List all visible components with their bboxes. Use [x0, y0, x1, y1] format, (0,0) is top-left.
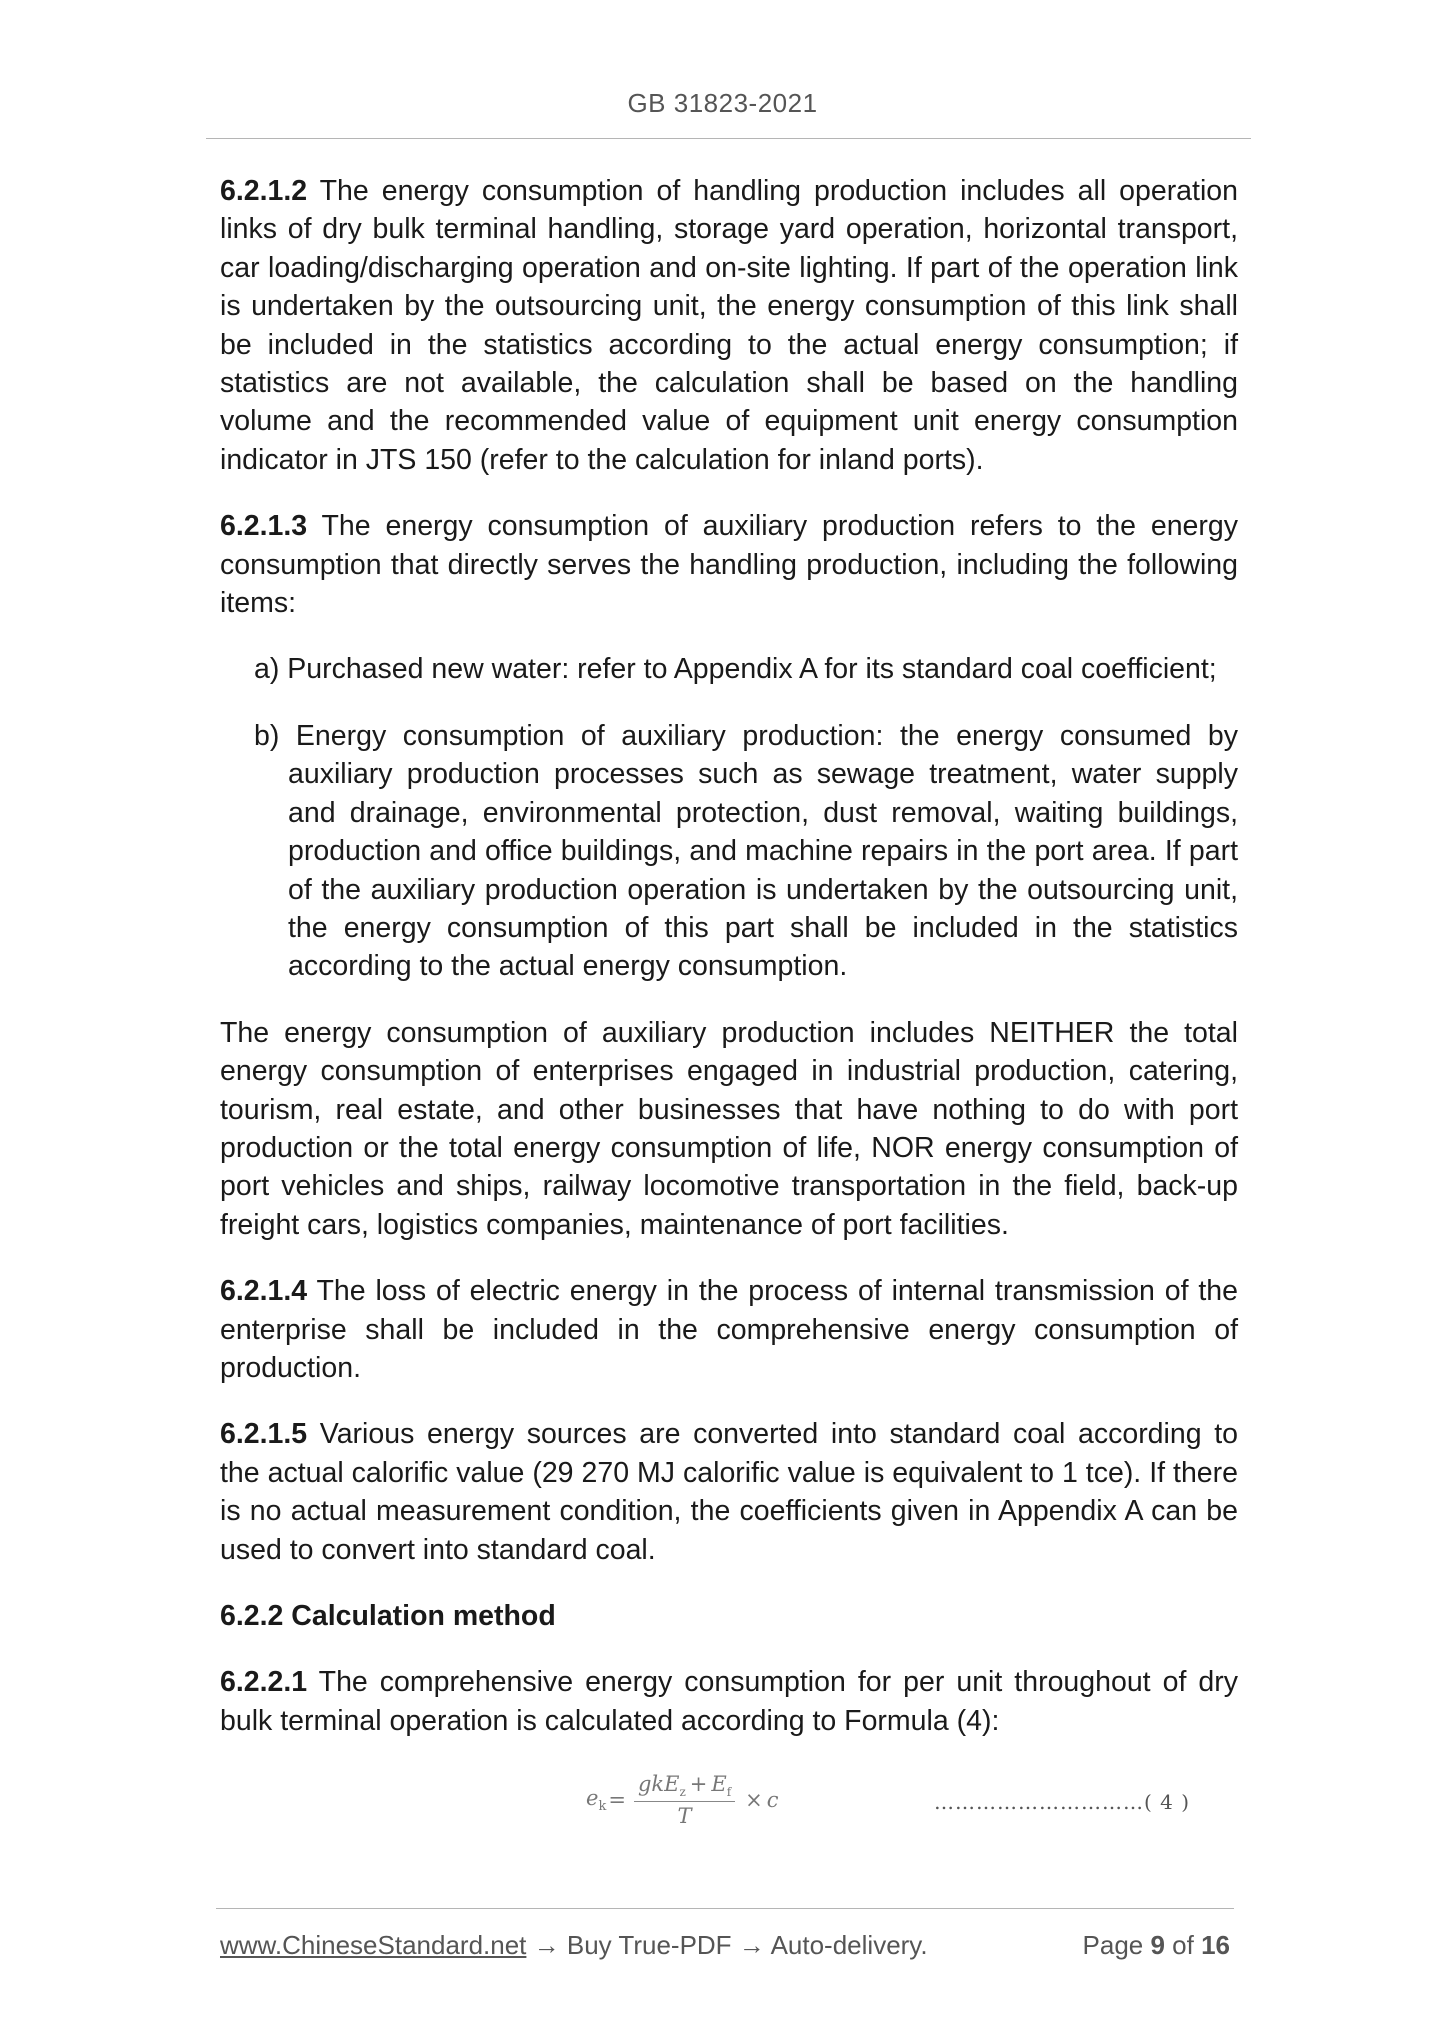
formula-plus: +: [689, 1772, 708, 1797]
paragraph-text: The comprehensive energy consumption for per unit throughout of dry bulk terminal operation is calculated according to Formula (4):: [220, 1666, 1238, 1737]
clause-number: 6.2.1.3: [220, 510, 308, 543]
formula-term-b: E: [711, 1772, 727, 1797]
formula-number-label: …………………………( 4 ): [934, 1790, 1191, 1815]
formula-lhs-subscript: k: [598, 1799, 607, 1815]
page-total: 16: [1201, 1930, 1230, 1960]
paragraph-6-2-1-3: [220, 507, 1238, 622]
page-prefix: Page: [1082, 1930, 1151, 1960]
footer-promo: [220, 1930, 928, 1961]
paragraph-6-2-2-1: [220, 1663, 1238, 1740]
list-item-b: b) Energy consumption of auxiliary production: the energy consumed by auxiliary production processes such as sewage treatment, water supply and drainage, environmental protection, dust removal, waiting buildings, production and office buildings, and machine repairs in the port area. If part of the auxiliary production operation is undertaken by the outsourcing unit, the energy consumption of this part shall be included in the statistics according to the actual energy consumption.: [254, 719, 1238, 983]
page-current: 9: [1150, 1930, 1165, 1960]
paragraph-text: The energy consumption of handling production includes all operation links of dry bulk terminal handling, storage yard operation, horizontal transport, car loading/discharging operation and on-site lighting. If part of the operation link is undertaken by the outsourcing unit, the energy consumption of this link shall be included in the statistics according to the actual energy consumption; if statistics are not available, the calculation shall be based on the handling volume and the recommended value of equipment unit energy consumption indicator in JTS 150 (refer to the calculation for inland ports).: [220, 175, 1238, 476]
chinesestandard-link[interactable]: www.ChineseStandard.net: [220, 1930, 527, 1960]
formula-lhs-symbol: e: [586, 1786, 599, 1811]
paragraph-text: Various energy sources are converted into standard coal according to the actual calorific value (29 270 MJ calorific value is equivalent to 1 tce). If there is no actual measurement condition, the coefficients given in Appendix A can be used to convert into standard coal.: [220, 1418, 1238, 1566]
page-body: [220, 172, 1238, 1848]
page-footer: [220, 1930, 1230, 1961]
formula-4-row: [220, 1768, 1238, 1848]
paragraph-text: The loss of electric energy in the process of internal transmission of the enterprise shall be included in the comprehensive energy consumption of production.: [220, 1275, 1238, 1384]
clause-number: 6.2.1.2: [220, 175, 308, 207]
paragraph-6-2-1-5: [220, 1415, 1238, 1569]
formula-term-a: gkE: [637, 1772, 680, 1797]
paragraph-auxiliary-exclusions: The energy consumption of auxiliary production includes NEITHER the total energy consumption of enterprises engaged in industrial production, catering, tourism, real estate, and other businesses that have nothing to do with port production or the total energy consumption of life, NOR energy consumption of port vehicles and ships, railway locomotive transportation in the field, back-up freight cars, logistics companies, maintenance of port facilities.: [220, 1016, 1238, 1241]
document-id-header: GB 31823-2021: [627, 88, 818, 118]
footer-tagline: → Buy True-PDF → Auto-delivery.: [526, 1930, 928, 1960]
formula-fraction: [634, 1772, 735, 1828]
formula-lhs: [586, 1786, 606, 1814]
paragraph-text: The energy consumption of auxiliary production refers to the energy consumption that directly serves the handling production, including the following items:: [220, 510, 1238, 620]
footer-divider: [216, 1908, 1234, 1909]
formula-equals: =: [608, 1788, 626, 1813]
header-divider: [206, 138, 1251, 139]
paragraph-6-2-1-2: [220, 172, 1238, 479]
clause-number: 6.2.2.1: [220, 1666, 308, 1699]
formula-times: ×: [745, 1788, 763, 1813]
page-of: of: [1164, 1930, 1202, 1960]
formula-4: [586, 1772, 779, 1828]
clause-number: 6.2.1.5: [220, 1418, 308, 1451]
formula-denominator: T: [677, 1804, 692, 1829]
formula-term-b-subscript: f: [726, 1785, 732, 1800]
list-item-a: a) Purchased new water: refer to Appendix A for its standard coal coefficient;: [254, 653, 1217, 686]
paragraph-6-2-1-4: [220, 1272, 1238, 1387]
page-number: [1083, 1930, 1230, 1961]
section-heading-calculation-method: 6.2.2 Calculation method: [220, 1600, 556, 1632]
clause-number: 6.2.1.4: [220, 1275, 308, 1308]
formula-numerator: [634, 1772, 735, 1802]
formula-factor: c: [766, 1788, 779, 1813]
formula-term-a-subscript: z: [679, 1785, 686, 1800]
